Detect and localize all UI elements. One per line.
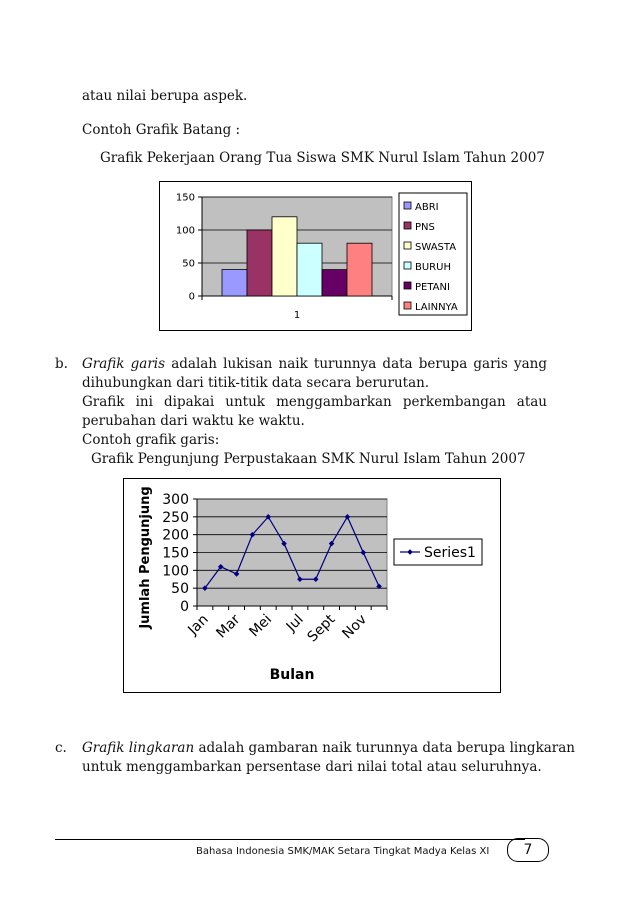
section-b-line-4: perubahan dari waktu ke waktu. bbox=[82, 413, 305, 429]
line-chart-caption: Grafik Pengunjung Perpustakaan SMK Nurul Islam Tahun 2007 bbox=[91, 451, 526, 467]
bar-legend-swatch-petani bbox=[404, 282, 411, 289]
bar-lainnya bbox=[347, 243, 372, 296]
bar-chart-frame bbox=[159, 181, 472, 331]
line-y-tick-label: 100 bbox=[162, 563, 189, 580]
line-x-tick-label-sept: Sept bbox=[304, 611, 339, 646]
line-y-tick-label: 50 bbox=[171, 581, 189, 598]
line-y-tick-label: 0 bbox=[180, 599, 189, 615]
bar-buruh bbox=[297, 243, 322, 296]
section-b-line-3: Grafik ini dipakai untuk menggambarkan perkembangan atau bbox=[82, 394, 547, 410]
line-x-tick-label-mei: Mei bbox=[246, 611, 276, 641]
section-b-line-1-rest: adalah lukisan naik turunnya data berupa garis yang bbox=[171, 356, 547, 372]
bar-x-tick-label: 1 bbox=[293, 310, 301, 321]
page-number: 7 bbox=[507, 838, 549, 862]
term-grafik-garis: Grafik garis bbox=[82, 356, 166, 372]
line-x-axis-label: Bulan bbox=[269, 667, 315, 683]
text-line-1: atau nilai berupa aspek. bbox=[82, 88, 248, 104]
bar-pns bbox=[247, 230, 272, 296]
bar-legend-label-buruh: BURUH bbox=[415, 262, 451, 273]
bar-abri bbox=[222, 270, 247, 296]
section-b-line-5: Contoh grafik garis: bbox=[82, 432, 220, 448]
line-x-tick-label-mar: Mar bbox=[213, 611, 244, 642]
section-c-line-1 bbox=[82, 740, 575, 757]
bar-y-tick-label: 100 bbox=[175, 225, 195, 237]
bar-petani bbox=[322, 270, 347, 296]
line-legend-label: Series1 bbox=[424, 545, 476, 561]
bar-chart bbox=[160, 182, 471, 330]
term-grafik-lingkaran: Grafik lingkaran bbox=[82, 740, 195, 756]
line-x-tick-label-jan: Jan bbox=[185, 611, 212, 639]
bar-legend-swatch-pns bbox=[404, 222, 411, 229]
section-b-line-2: dihubungkan dari titik-titik data secara berurutan. bbox=[82, 375, 430, 391]
bar-legend-swatch-buruh bbox=[404, 262, 411, 269]
section-b-line-1 bbox=[82, 356, 547, 373]
bar-y-tick-label: 150 bbox=[175, 192, 195, 204]
line-chart-frame bbox=[123, 478, 501, 693]
bar-swasta bbox=[272, 217, 297, 296]
line-chart bbox=[124, 479, 500, 692]
bar-y-tick-label: 50 bbox=[182, 258, 195, 270]
bar-legend-swatch-swasta bbox=[404, 242, 411, 249]
bar-legend-label-swasta: SWASTA bbox=[415, 242, 457, 253]
bar-legend-swatch-lainnya bbox=[404, 302, 411, 309]
line-y-tick-label: 200 bbox=[162, 527, 189, 544]
section-c-marker: c. bbox=[55, 740, 67, 756]
line-y-tick-label: 250 bbox=[162, 509, 189, 526]
bar-y-tick-label: 0 bbox=[188, 291, 195, 303]
bar-legend-label-lainnya: LAINNYA bbox=[415, 302, 458, 313]
bar-legend-label-abri: ABRI bbox=[415, 202, 439, 213]
bar-legend-label-petani: PETANI bbox=[415, 282, 450, 293]
line-x-tick-label-jul: Jul bbox=[283, 611, 307, 635]
text-line-2: Contoh Grafik Batang : bbox=[82, 122, 241, 138]
line-x-tick-label-nov: Nov bbox=[339, 611, 371, 643]
section-c-line-1-rest: adalah gambaran naik turunnya data berupa lingkaran bbox=[198, 740, 575, 756]
section-b-marker: b. bbox=[55, 356, 68, 372]
section-c-line-2: untuk menggambarkan persentase dari nilai total atau seluruhnya. bbox=[82, 759, 542, 775]
line-y-tick-label: 300 bbox=[162, 492, 189, 508]
footer-rule bbox=[55, 839, 525, 840]
bar-chart-caption: Grafik Pekerjaan Orang Tua Siswa SMK Nurul Islam Tahun 2007 bbox=[100, 150, 545, 166]
line-y-axis-label: Jumlah Pengunjung bbox=[138, 486, 153, 629]
bar-legend-label-pns: PNS bbox=[415, 222, 435, 233]
bar-legend-swatch-abri bbox=[404, 202, 411, 209]
footer-text: Bahasa Indonesia SMK/MAK Setara Tingkat Madya Kelas XI bbox=[196, 846, 490, 857]
line-y-tick-label: 150 bbox=[162, 545, 189, 562]
